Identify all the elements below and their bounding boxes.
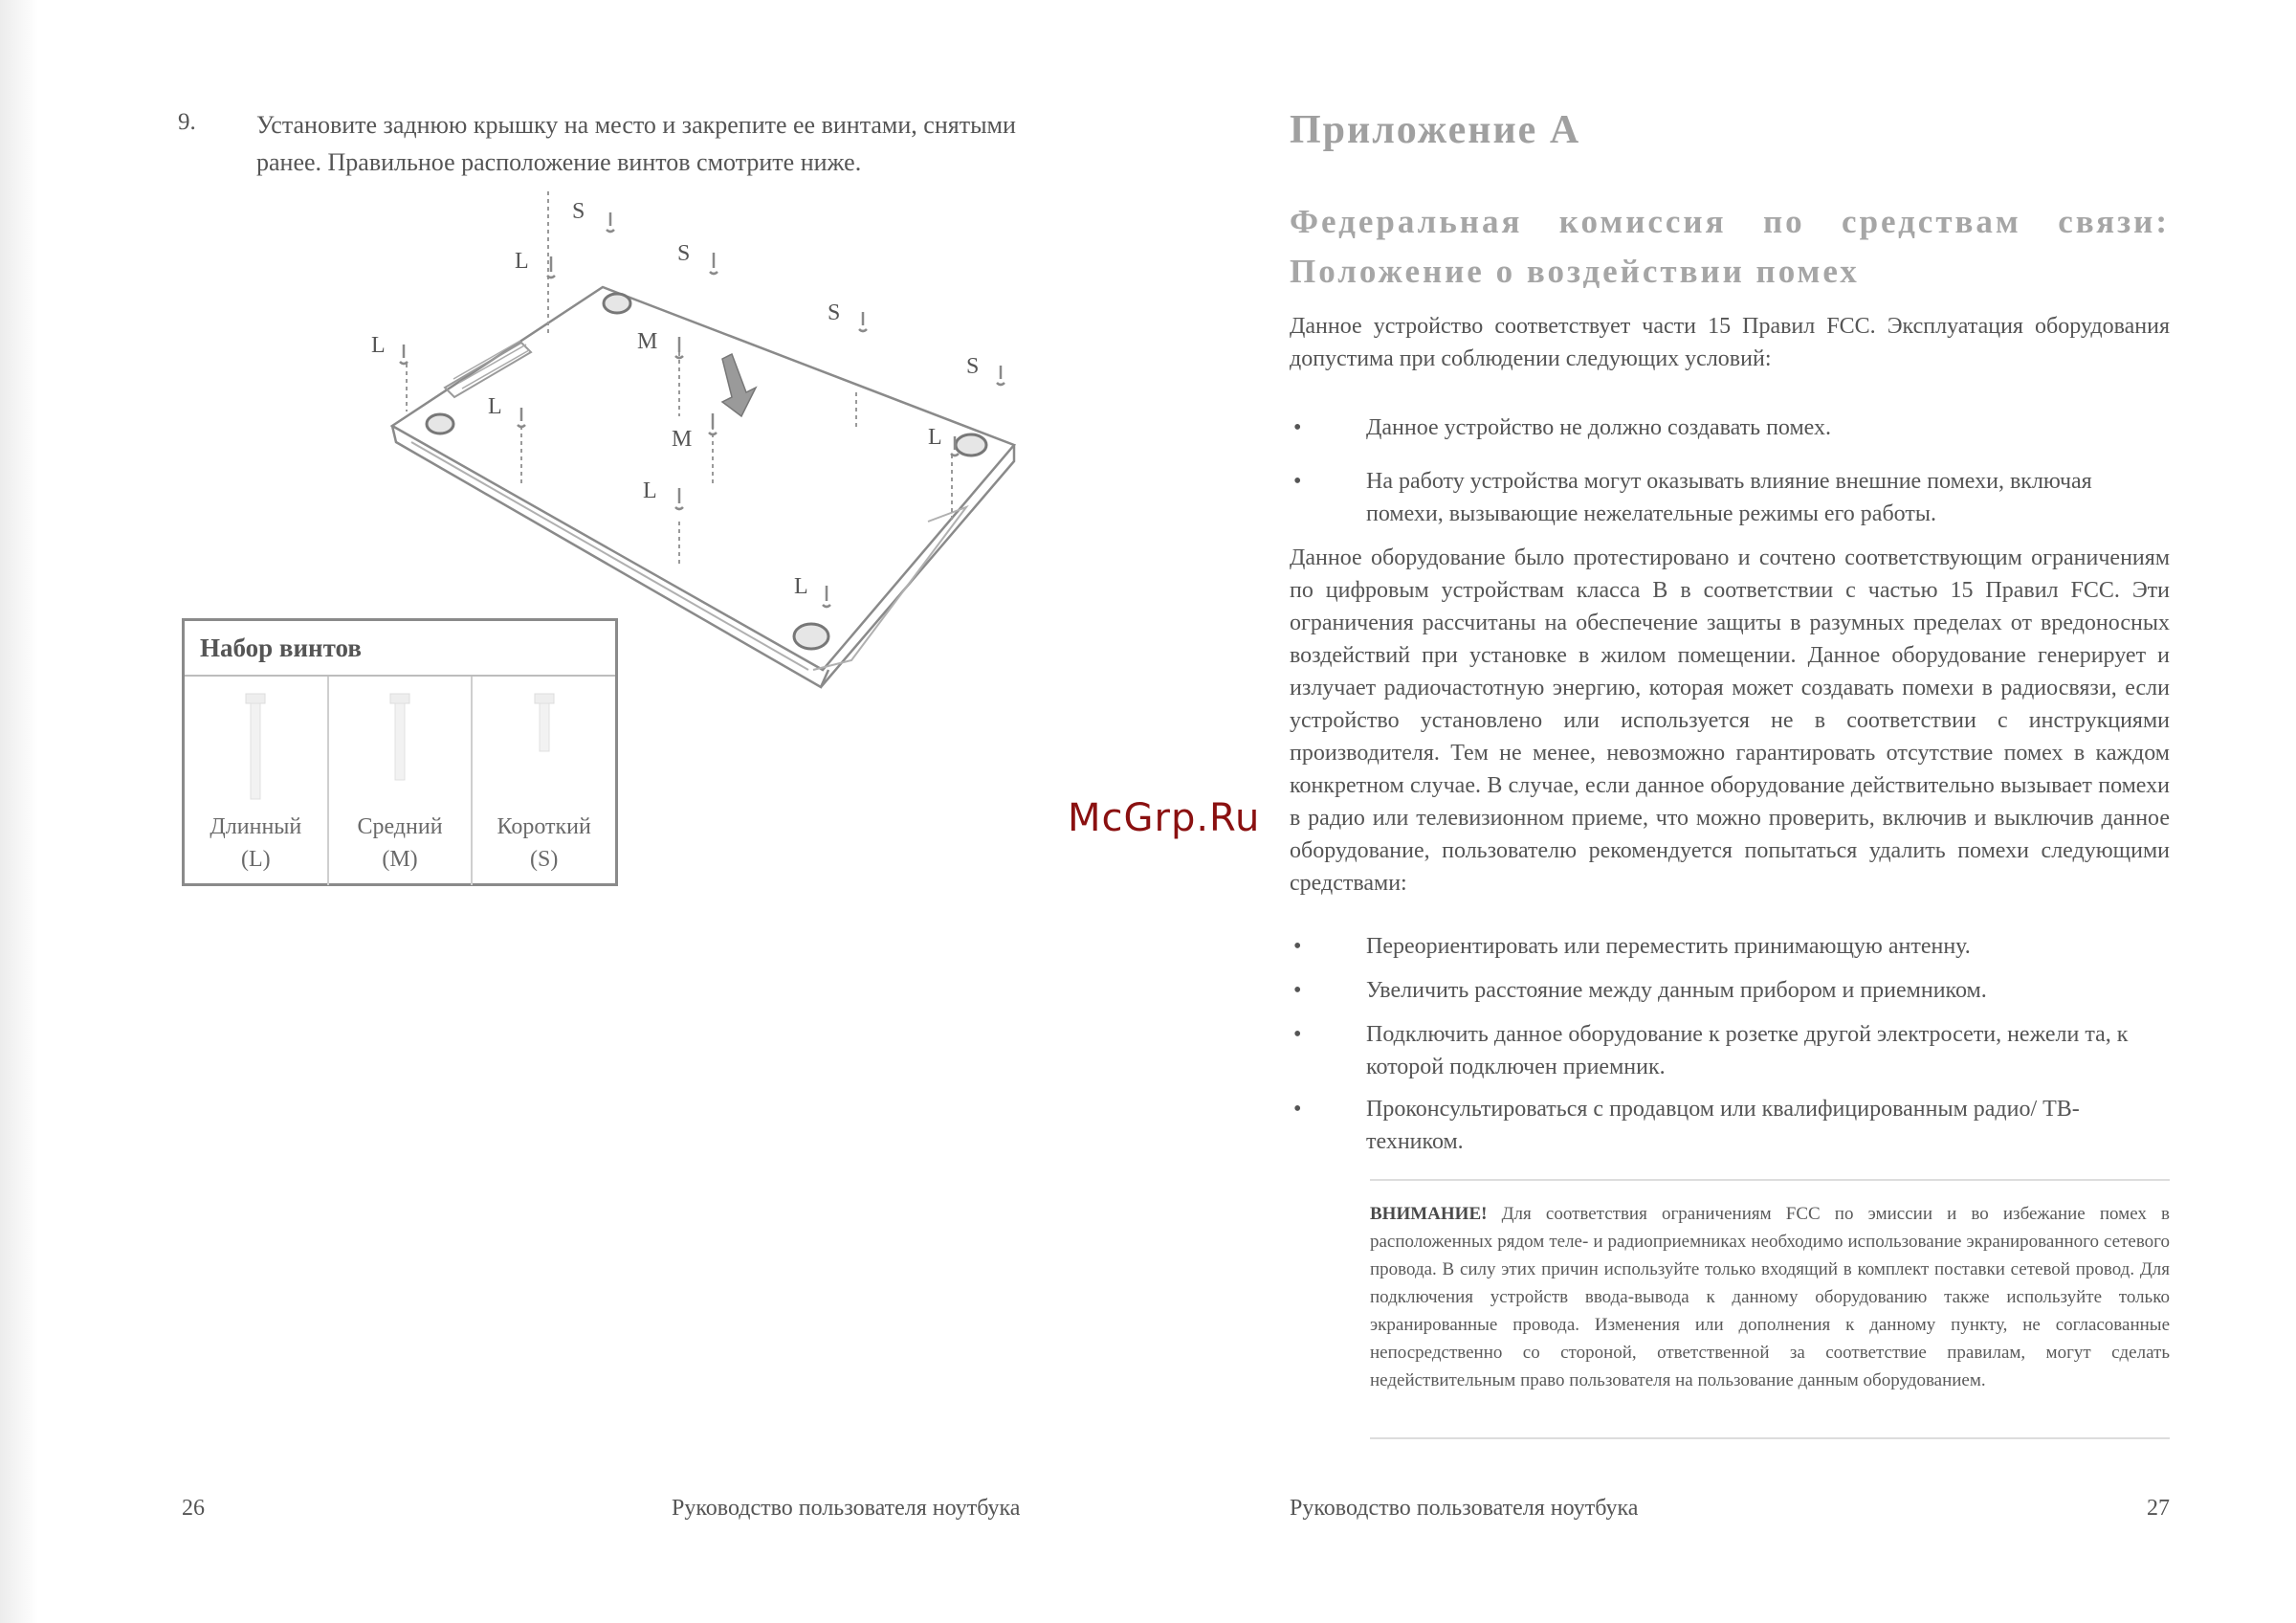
screw-code: (S): [530, 847, 559, 872]
fcc-warning-note: [1370, 1200, 2170, 1394]
watermark: McGrp.Ru: [1068, 796, 1261, 840]
screw-label: L: [928, 425, 942, 450]
screw-label: L: [488, 394, 502, 419]
screw-label: L: [643, 478, 657, 503]
screw-name: Средний: [357, 814, 443, 839]
screw-label: S: [572, 199, 585, 224]
appendix-title: Приложение А: [1290, 108, 1581, 152]
medium-screw-icon: [381, 690, 419, 786]
remedy-text: Проконсультироваться с продавцом или квалифицированным радио/ ТВ-техником.: [1366, 1097, 2080, 1154]
note-divider-bottom: [1370, 1437, 2170, 1439]
screw-code: (L): [241, 847, 271, 872]
body-paragraph: Данное оборудование было протестировано и сочтено соответствующим ограничениям по цифровым устройствам класса В в соответствии с частью 15 Правил FCC. Эти ограничения рассчитаны на обеспечение защиты в разумных пределах от вредоносных воздействий при установке в жилом помещении. Данное оборудование генерирует и излучает радиочастотную энергию, которая может создавать помехи в радиосвязи, если устройство установлено или используется не в соответствии с инструкциями производителя. Тем не менее, невозможно гарантировать отсутствие помех в каждом конкретном случае. В случае, если данное оборудование действительно вызывает помехи в радио или телевизионном приеме, что можно проверить, включив и выключив данное оборудование, пользователю рекомендуется попытаться удалить помехи следующими средствами:: [1290, 545, 2170, 896]
screw-column-medium: [329, 677, 474, 885]
footer-title: Руководство пользователя ноутбука: [1290, 1496, 1639, 1521]
screw-column-long: [185, 677, 329, 885]
remedy-text: Переориентировать или переместить принимающую антенну.: [1366, 934, 1971, 959]
screw-name: Короткий: [497, 814, 591, 839]
screw-label: S: [828, 300, 841, 325]
section-title: Федеральная комиссия по средствам связи: Положение о воздействии помех: [1290, 203, 2170, 290]
screw-label: L: [515, 249, 529, 274]
screw-label: S: [966, 354, 980, 379]
note-label: ВНИМАНИЕ!: [1370, 1204, 1488, 1224]
short-screw-icon: [525, 690, 563, 757]
screw-name: Длинный: [210, 814, 302, 839]
remedy-text: Подключить данное оборудование к розетке другой электросети, нежели та, к которой подключен приемник.: [1366, 1022, 2129, 1079]
screw-set-table: [182, 618, 618, 886]
right-page: Приложение А Федеральная комиссия по средствам связи: Положение о воздействии помех Данное устройство соответствует части 15 Правил FCC. Эксплуатация оборудования допустима при соблюдении следующих условий: • Данное устройство не должно создавать помех. • На работу устройства могут оказывать влияние внешние помехи, включая помехи, вызывающие нежелательные режимы его работы. Данное оборудование было протестировано и сочтено соответствующим ограничениям по цифровым устройствам класса В в соответствии с частью 15 Правил FCC. Эти ограничения рассчитаны на обеспечение защиты в разумных пределах от вредоносных воздействий при установке в жилом помещении. Данное оборудование генерирует и излучает радиочастотную энергию, которая может создавать помехи в радиосвязи, если устройство установлено или используется не в соответствии с инструкциями производителя. Тем не менее, невозможно гарантировать отсутствие помех в каждом конкретном случае. В случае, если данное оборудование действительно вызывает помехи в радио или телевизионном приеме, что можно проверить, включив и выключив данное оборудование, пользователю рекомендуется попытаться удалить помехи следующими средствами: • Переориентировать или переместить принимающую антенну. • Увеличить расстояние между данным прибором и приемником. • Подключить данное оборудование к розетке другой электросети, нежели та, к которой подключен приемник. • Проконсультироваться с продавцом или квалифицированным радио/ ТВ-техником. ВНИМАНИЕ! Для соответствия ограничениям FCC по эмиссии и во избежание помех в расположенных рядом теле- и радиоприемниках необходимо использование экранированного сетевого провода. В силу этих причин используйте только входящий в комплект поставки сетевой провод. Для подключения устройств ввода-вывода к данному оборудованию также используйте только экранированные провода. Изменения или дополнения к данному пункту, не согласованные непосредственно со стороной, ответственной за соответствие правилам, могут сделать недействительным право пользователя на пользование данным оборудованием. Руководство пользователя ноутбука 27: [1290, 108, 2170, 1521]
screw-set-title: Набор винтов: [185, 621, 615, 677]
page-number: 27: [2147, 1496, 2170, 1521]
screw-code: (M): [382, 847, 418, 872]
screw-label: M: [637, 329, 658, 354]
remedy-text: Увеличить расстояние между данным прибором и приемником.: [1366, 978, 1987, 1003]
note-divider-top: [1370, 1179, 2170, 1181]
screw-column-short: [473, 677, 615, 885]
intro-paragraph: Данное устройство соответствует части 15 Правил FCC. Эксплуатация оборудования допустима при соблюдении следующих условий:: [1290, 314, 2170, 371]
condition-text: На работу устройства могут оказывать влияние внешние помехи, включая помехи, вызывающие нежелательные режимы его работы.: [1366, 469, 2092, 526]
footer-title: Руководство пользователя ноутбука: [672, 1496, 1021, 1521]
step-text: Установите заднюю крышку на место и закрепите ее винтами, снятыми ранее. Правильное расположение винтов смотрите ниже.: [256, 111, 1016, 176]
long-screw-icon: [236, 690, 275, 805]
page-number: 26: [182, 1496, 205, 1521]
screw-label: M: [672, 427, 693, 452]
step-number: 9.: [178, 109, 196, 135]
screw-label: L: [371, 333, 386, 358]
condition-text: Данное устройство не должно создавать помех.: [1366, 415, 1831, 440]
screw-label: L: [794, 574, 808, 599]
note-text: Для соответствия ограничениям FCC по эмиссии и во избежание помех в расположенных рядом теле- и радиоприемниках необходимо использование экранированного сетевого провода. В силу этих причин используйте только входящий в комплект поставки сетевой провод. Для подключения устройств ввода-вывода к данному оборудованию также используйте только экранированные провода. Изменения или дополнения к данному пункту, не согласованные непосредственно со стороной, ответственной за соответствие правилам, могут сделать недействительным право пользователя на пользование данным оборудованием.: [1370, 1204, 2170, 1390]
screw-label: S: [677, 241, 691, 266]
